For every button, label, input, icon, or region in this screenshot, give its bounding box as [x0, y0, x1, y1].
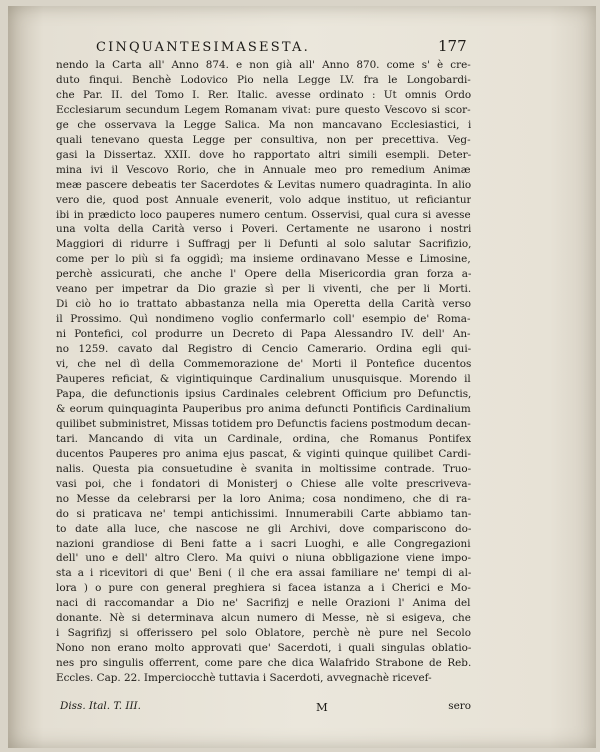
text-line: ni Pontefici, col produrre un Decreto di Papa Alessandro IV. dell' An- — [56, 328, 471, 341]
text-line: come per lo più si fa oggidì; ma insieme ordinavano Messe e Limosine, — [56, 253, 471, 266]
text-line: vero die, quod post Annuale evenerit, volo adque instituo, ut reficiantur — [56, 193, 471, 206]
text-line: mina ivi il Vescovo Rorio, che in Annuale meo pro remedium Animæ — [56, 163, 471, 176]
footer-signature: Diss. Ital. T. III. — [60, 700, 141, 712]
text-line: lora ) o pure con general preghiera si facea istanza a i Cherici e Mo- — [56, 582, 471, 595]
text-line: quali tenevano questa Legge per consultiva, non per precettiva. Veg- — [56, 133, 471, 146]
text-line: quilibet subministret, Missas totidem pro Defunctis faciens postmodum decan- — [56, 417, 471, 430]
text-line: dell' uno e dell' altro Clero. Ma quivi o niuna obbligazione viene impo- — [56, 552, 471, 565]
text-line: Nono non erano molto approvati que' Sacerdoti, i quali singulas oblatio- — [56, 642, 471, 655]
text-line: Ecclesiarum secundum Legem Romanam vivat: pure questo Vescovo si scor- — [56, 103, 471, 116]
text-line: donante. Nè si determinava alcun numero di Messe, nè si esigeva, che — [56, 612, 471, 625]
text-line: i Sagrifizj si offerissero pel solo Oblatore, perchè nè pure nel Secolo — [56, 627, 471, 640]
catchword: sero — [448, 700, 471, 712]
text-line: veano per impetrar da Dio grazie sì per li viventi, che per li Morti. — [56, 283, 471, 296]
text-line: Pauperes reficiat, & vigintiquinque Cardinalium unusquisque. Morendo il — [56, 373, 471, 386]
text-line: una volta della Carità verso i Poveri. Certamente ne usarono i nostri — [56, 223, 471, 236]
text-line: nes pro singulis offerrent, come pare che dica Walafrido Strabone de Reb. — [56, 657, 471, 670]
text-line: do si praticava ne' tempi antichissimi. Innumerabili Carte abbiamo tan- — [56, 507, 471, 520]
text-line: & eorum quinquaginta Pauperibus pro anima defuncti Pontificis Cardinalium — [56, 402, 471, 415]
page-footer — [60, 700, 475, 714]
body-text — [56, 58, 471, 686]
text-line: vi, che nel dì della Commemorazione de' Morti il Pontefice ducentos — [56, 358, 471, 371]
text-line: perchè assicurati, che anche l' Opere della Misericordia gran forza a- — [56, 268, 471, 281]
text-line: Di ciò ho io trattato abbastanza nella mia Operetta della Carità verso — [56, 298, 471, 311]
text-line: gasi la Dissertaz. XXII. dove ho rapportato altri simili esempli. Deter- — [56, 148, 471, 161]
text-line: che Par. II. del Tomo I. Rer. Italic. avesse ordinato : Ut omnis Ordo — [56, 88, 471, 101]
text-line: tari. Mancando di vita un Cardinale, ordina, che Romanus Pontifex — [56, 432, 471, 445]
text-line: nazioni grandiose di Beni fatte a i sacri Luoghi, e alle Congregazioni — [56, 537, 471, 550]
signature-mark: M — [316, 700, 328, 714]
text-line: ibi in prædicto loco pauperes numero centum. Osservisi, qual cura si avesse — [56, 208, 471, 221]
page-number: 177 — [438, 37, 467, 55]
text-line: sta a i ricevitori di que' Beni ( il che era assai familiare ne' tempi di al- — [56, 567, 471, 580]
text-line: Eccles. Cap. 22. Imperciocchè tuttavia i Sacerdoti, avvegnachè ricevef- — [56, 672, 432, 685]
text-line: ge che osservava la Legge Salica. Ma non mancavano Ecclesiastici, i — [56, 118, 471, 131]
text-line: nalis. Questa pia consuetudine è svanita in moltissime contrade. Truo- — [56, 462, 471, 475]
text-line: Papa, die defunctionis ipsius Cardinales celebrent Officium pro Defunctis, — [56, 387, 471, 400]
text-line: duto finqui. Benchè Lodovico Pio nella Legge LV. fra le Longobardi- — [56, 73, 471, 86]
running-head: CINQUANTESIMASESTA. — [96, 40, 310, 55]
text-line: no 1259. cavato dal Registro di Cencio Camerario. Ordina egli qui- — [56, 343, 471, 356]
book-page — [8, 6, 596, 748]
text-line: nendo la Carta all' Anno 874. e non già all' Anno 870. come s' è cre- — [56, 59, 471, 71]
text-line: Maggiori di ridurre i Suffragj per li Defunti al solo salutar Sacrifizio, — [56, 238, 471, 251]
text-line: to date alla luce, che nascose ne gli Archivi, dove compariscono do- — [56, 522, 471, 535]
text-line: il Prossimo. Quì nondimeno voglio confermarlo coll' esempio de' Roma- — [56, 313, 471, 326]
text-line: vasi poi, che i fondatori di Monisterj o Chiese alle volte prescriveva- — [56, 477, 471, 490]
text-line: meæ pascere debeatis ter Sacerdotes & Levitas numero quadraginta. In alio — [56, 178, 471, 191]
text-line: no Messe da celebrarsi per la loro Anima; cosa nondimeno, che di ra- — [56, 492, 471, 505]
text-line: ducentos Pauperes pro anima ejus pascat, & viginti quinque quilibet Cardi- — [56, 447, 471, 460]
text-line: naci di raccomandar a Dio ne' Sacrifizj e nelle Orazioni l' Anima del — [56, 597, 471, 610]
